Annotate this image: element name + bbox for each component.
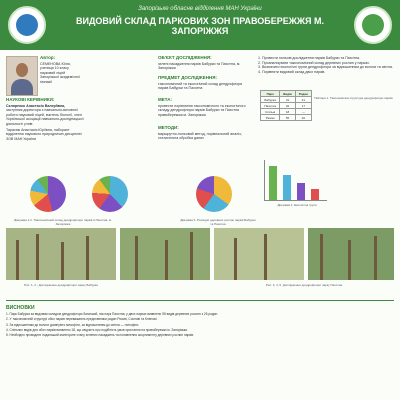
park-photo-3	[214, 228, 304, 280]
park-photo-4	[308, 228, 394, 280]
pie-chart-3	[196, 176, 232, 212]
photo-caption-2: Рис. 3, 4, 5. Дослідження дендрофлори парку Пахотна	[265, 283, 343, 287]
table-caption: Таблиця 1. Таксономічна структура дендрофлори парків	[314, 96, 393, 100]
photo-caption-1: Рис. 1, 2 - Дослідження дендрофлори парку Бабурка	[24, 283, 98, 287]
table-cell: Спільні	[261, 109, 280, 115]
conclusion-item: 3. За відношенням до вологи домінують мезофіти, за відношенням до світла — геліофіти.	[6, 322, 140, 327]
table-cell: 21	[295, 97, 311, 103]
author-text: СЕМЕНОВА Юлія, учениця 10 класу науковий ліцей Запорізької академічної гімназії	[40, 61, 80, 84]
task-item: 2. Проаналізувати таксономічний склад деревних рослин у парках.	[258, 60, 370, 65]
organization-subtitle: Запорізьке обласне відділення МАН України	[138, 6, 262, 12]
bar-1	[269, 166, 277, 200]
pie-chart-2	[92, 176, 128, 212]
conclusions-heading: ВИСНОВКИ	[6, 305, 35, 311]
subject-heading: ПРЕДМЕТ ДОСЛІДЖЕННЯ:	[158, 75, 217, 80]
supervisors-block	[6, 98, 86, 141]
goal-heading: МЕТА:	[158, 97, 172, 102]
methods-block	[158, 126, 248, 141]
header-banner	[0, 0, 400, 50]
conclusions-block	[6, 306, 394, 338]
table-header: Парк	[261, 91, 280, 97]
man-logo-icon	[8, 6, 46, 44]
park-photo-1	[6, 228, 116, 280]
methods-text: маршрутно-польовий метод, порівняльний аналіз, статистична обробка даних	[158, 131, 242, 141]
subject-text: таксономічний та екологічний склад дендрофлори парків Бабурки та Пахотна	[158, 81, 243, 91]
table-header: Видів	[280, 91, 295, 97]
pie-chart-1	[30, 176, 66, 212]
divider	[6, 300, 394, 301]
table-cell: —	[295, 109, 311, 115]
bar-4	[311, 189, 319, 200]
pie-caption-2: Діаграма 3. Розподіл деревних рослин парків Бабурки та Пахотна	[180, 218, 256, 226]
task-item: 1. Провести польові дослідження парків Бабурки та Пахотна.	[258, 56, 361, 60]
goal-text: провести порівняння таксономічного та екологічного складу дендрофлори парків Бабурки та Пахотна правобережжя м. Запоріжжя	[158, 103, 246, 117]
table-cell: Пахотна	[261, 103, 280, 109]
table-cell: 17	[295, 103, 311, 109]
author-block	[40, 56, 84, 85]
task-item: 4. Порівняти видовий склад двох парків.	[258, 69, 326, 74]
ecology-bar-chart	[264, 160, 327, 201]
table-cell: Разом	[261, 115, 280, 121]
task-item: 3. Визначити екологічні групи дендрофлори за відношенням до вологи та світла.	[258, 65, 393, 70]
author-heading: Автор:	[40, 55, 56, 60]
object-block	[158, 56, 248, 71]
table-cell: 41	[280, 97, 295, 103]
academy-logo-icon	[354, 6, 392, 44]
table-cell: Бабурка	[261, 97, 280, 103]
object-heading: ОБ'ЄКТ ДОСЛІДЖЕННЯ:	[158, 55, 212, 60]
bar-2	[283, 175, 291, 200]
bar-3	[297, 183, 305, 200]
conclusion-item: 2. У таксономічній структурі обох парків переважають представники родин Розові, Соснові та Кленові.	[6, 317, 158, 322]
tasks-block	[258, 56, 394, 74]
pie-caption-1: Діаграма 1.2. Таксономічний склад дендрофлори парків в Пахотна, м. Запоріжжя	[14, 218, 112, 226]
object-text: зелені насадження парків Бабурки та Пахотна, м. Запоріжжя	[158, 61, 241, 71]
conclusion-item: 1. Парк Бабурка за видовим складом дендрофлори багатший, ніж парк Пахотна; у двох парках виявлено 55 видів деревних рослин з 26 родин.	[6, 312, 219, 317]
park-photo-2	[120, 228, 210, 280]
table-cell: 26	[295, 115, 311, 121]
supervisors-heading: НАУКОВІ КЕРІВНИКИ:	[6, 97, 55, 102]
goal-block	[158, 98, 248, 117]
supervisor-2: Тарасюк Анастасія Юріївна, лаборант відділення наукового природничих дисциплін ЗОВ МАН України	[6, 127, 82, 141]
table-cell: 18	[280, 109, 295, 115]
table-row	[261, 115, 312, 121]
author-photo	[6, 56, 38, 96]
supervisor-1-desc: заступник директора з навчально-виховної роботи науковий ліцей, вчитель біології, член Української асоціації навчально-дослідницької діяльності учнів	[6, 108, 84, 126]
table-cell: 55	[280, 115, 295, 121]
conclusion-item: 5. Необхідно проводити подальший моніторинг стану зелених насаджень та поповнення асортименту деревних рослин парків.	[6, 333, 194, 338]
poster-title: ВИДОВИЙ СКЛАД ПАРКОВИХ ЗОН ПРАВОБЕРЕЖЖЯ М. ЗАПОРІЖЖЯ	[76, 16, 324, 36]
taxonomy-table	[260, 90, 312, 121]
table-cell: 32	[280, 103, 295, 109]
bar-caption: Діаграма 4. Екологічні групи	[277, 203, 317, 207]
subject-block	[158, 76, 248, 91]
conclusion-item: 4. Спільних видів для обох парків виявлено 18, що свідчить про подібність умов зростання на правобережжі м. Запоріжжя.	[6, 327, 188, 332]
table-header: Родин	[295, 91, 311, 97]
methods-heading: МЕТОДИ:	[158, 125, 179, 130]
supervisor-1-name: Скляренко Анастасія Валеріївна,	[6, 103, 66, 108]
